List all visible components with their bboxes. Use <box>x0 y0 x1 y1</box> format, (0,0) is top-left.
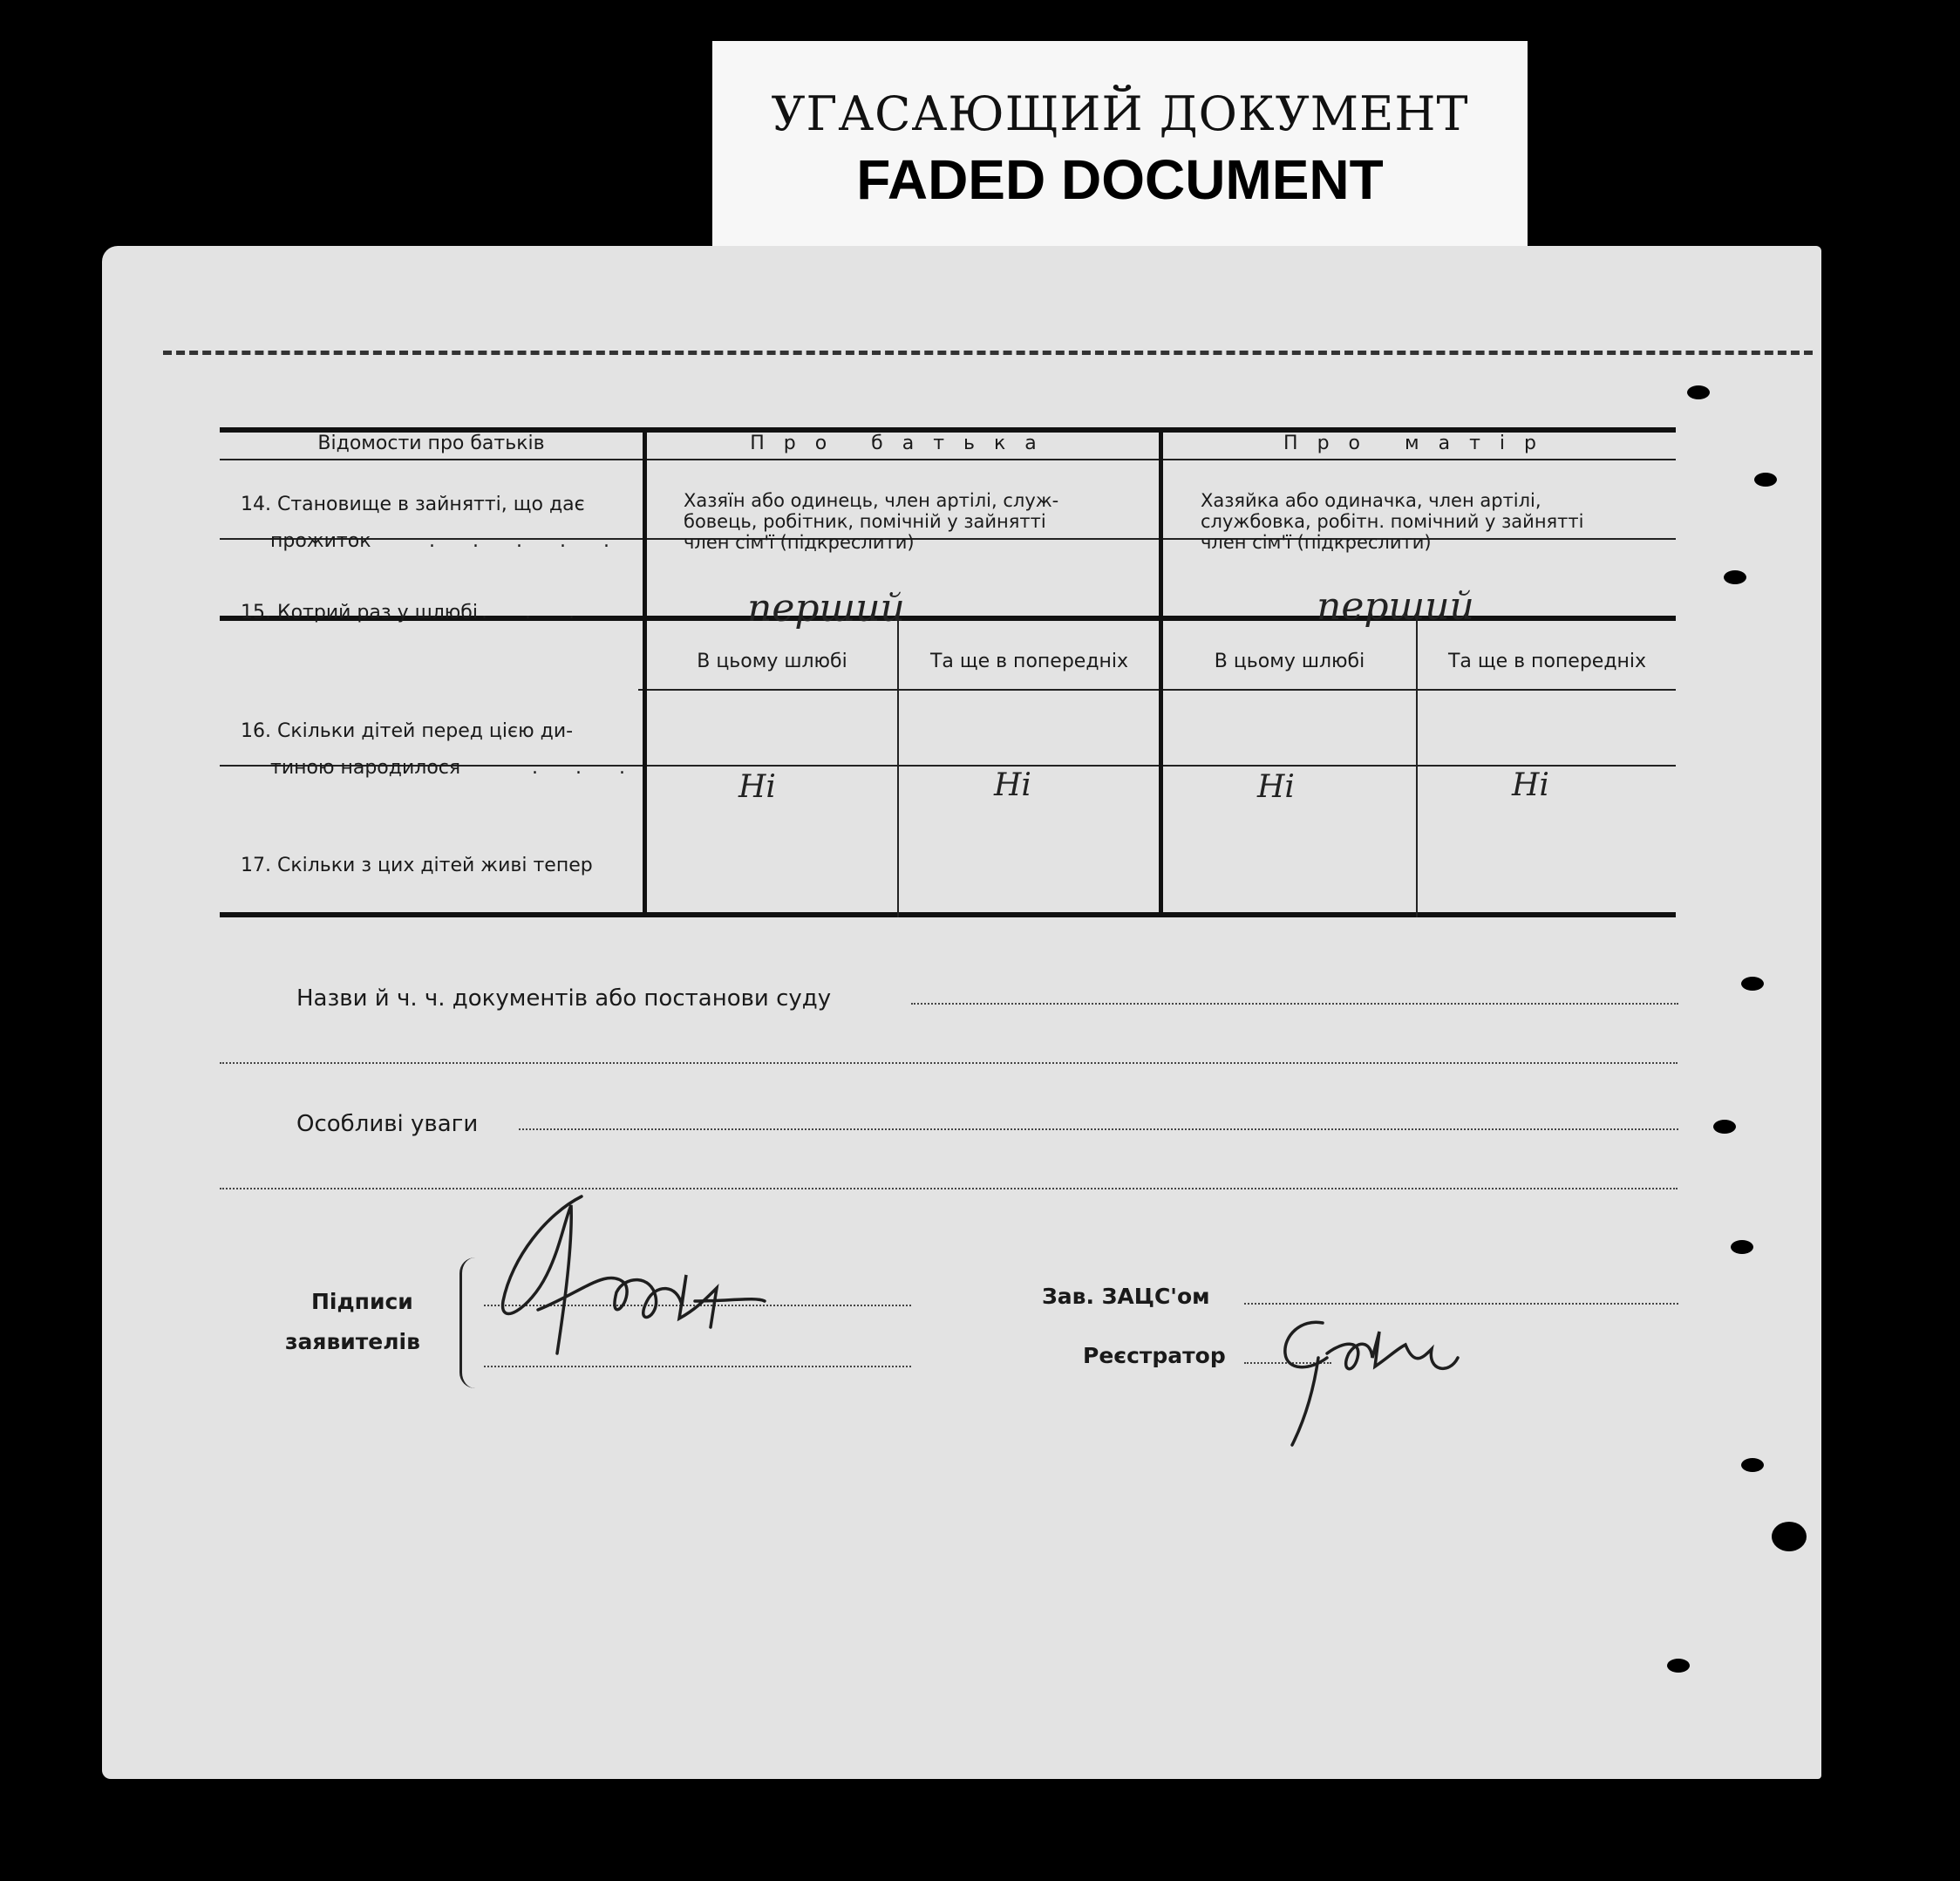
header-father: Про батька <box>750 433 1056 454</box>
row16-label-cont: тиною народилося <box>270 757 461 779</box>
header-mother: Про матір <box>1283 433 1555 454</box>
applicant-signature <box>477 1179 826 1380</box>
registrar-signature <box>1275 1305 1536 1462</box>
dot-leader: . . . . . <box>429 530 625 552</box>
registrar-label: Реєстратор <box>1083 1343 1226 1368</box>
row16-value: Ні <box>1512 767 1549 803</box>
row15-mother-value: перший <box>1317 584 1474 629</box>
remarks-line <box>519 1128 1678 1130</box>
head-zags-label: Зав. ЗАЦС'ом <box>1042 1284 1210 1309</box>
parents-info-table <box>220 427 1676 917</box>
stamp-text-en: FADED DOCUMENT <box>856 148 1384 211</box>
remarks-line <box>220 1188 1678 1189</box>
documents-label: Назви й ч. ч. документів або постанови суду <box>296 985 832 1012</box>
stamp-text-ru: УГАСАЮЩИЙ ДОКУМЕНТ <box>771 86 1469 141</box>
row14-father-options: Хазяїн або одинець, член артілі, служ- <box>684 490 1059 511</box>
subheader-this-marriage: В цьому шлюбі <box>1214 651 1365 672</box>
head-zags-line <box>1244 1303 1678 1305</box>
punch-hole <box>1667 1659 1690 1673</box>
punch-hole <box>1772 1522 1807 1551</box>
punch-hole <box>1724 570 1746 584</box>
faded-document-stamp <box>712 41 1528 250</box>
row16-label: 16. Скільки дітей перед цією ди- <box>241 720 574 742</box>
row16-value: Ні <box>994 767 1031 803</box>
row14-mother-options: службовка, робітн. помічний у зайнятті <box>1201 511 1584 532</box>
row16-value: Ні <box>1257 769 1295 805</box>
punch-hole <box>1754 473 1777 487</box>
row14-father-options: член сім'ї (підкреслити) <box>684 532 915 553</box>
row17-label: 17. Скільки з цих дітей живі тепер <box>241 855 593 876</box>
row14-mother-options: член сім'ї (підкреслити) <box>1201 532 1432 553</box>
dot-leader: . . . <box>532 757 641 779</box>
applicants-signature-label-cont: заявителів <box>285 1329 420 1354</box>
row16-value: Ні <box>738 769 776 805</box>
subheader-this-marriage: В цьому шлюбі <box>697 651 847 672</box>
punch-hole <box>1741 1458 1764 1472</box>
applicants-signature-label: Підписи <box>311 1289 413 1314</box>
punch-hole <box>1687 385 1710 399</box>
row15-label: 15. Котрий раз у шлюбі <box>241 602 478 624</box>
documents-line <box>911 1003 1678 1005</box>
punch-hole <box>1713 1120 1736 1134</box>
row15-father-value: перший <box>747 586 905 630</box>
subheader-previous: Та ще в попередніх <box>1447 651 1647 672</box>
row14-label: 14. Становище в зайнятті, що дає <box>241 494 585 515</box>
punch-hole <box>1741 977 1764 991</box>
perforation-line <box>163 351 1813 355</box>
row14-label-cont: прожиток <box>270 530 371 552</box>
documents-line <box>220 1062 1678 1064</box>
row14-mother-options: Хазяйка або одиначка, член артілі, <box>1201 490 1541 511</box>
header-parents-info: Відомости про батьків <box>317 433 545 454</box>
subheader-previous: Та ще в попередніх <box>929 651 1129 672</box>
row14-father-options: бовець, робітник, помічній у зайнятті <box>684 511 1046 532</box>
document-sheet <box>102 246 1821 1779</box>
remarks-label: Особливі уваги <box>296 1111 479 1137</box>
punch-hole <box>1731 1240 1753 1254</box>
dot-leader: . . . <box>481 602 590 624</box>
